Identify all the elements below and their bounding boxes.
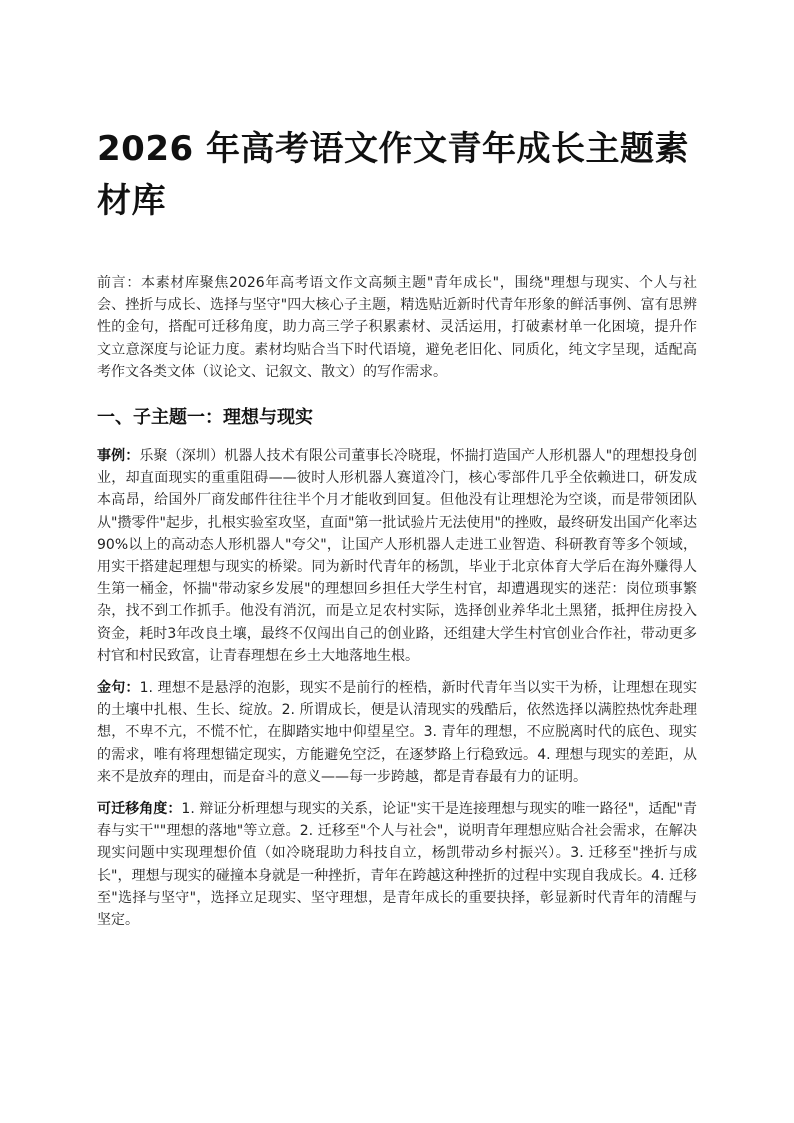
preface-paragraph: 前言：本素材库聚焦2026年高考语文作文高频主题"青年成长"，围绕"理想与现实、个人与社会、挫折与成长、选择与坚守"四大核心子主题，精选贴近新时代青年形象的鲜活事例、富有思辨性的金句，搭配可迁移角度，助力高三学子积累素材、灵活运用，打破素材单一化困境，提升作文立意深度与论证力度。素材均贴合当下时代语境，避免老旧化、同质化，纯文字呈现，适配高考作文各类文体（议论文、记叙文、散文）的写作需求。: [97, 275, 697, 380]
angles-paragraph: [97, 798, 697, 931]
quotes-label: 金句：: [97, 680, 140, 697]
quotes-text: 1. 理想不是悬浮的泡影，现实不是前行的桎梏，新时代青年当以实干为桥，让理想在现实的土壤中扎根、生长、绽放。2. 所谓成长，便是认清现实的残酷后，依然选择以满腔热忱奔赴理想，不卑不亢，不慌不忙，在脚踏实地中仰望星空。3. 青年的理想，不应脱离时代的底色、现实的需求，唯有将理想锚定现实，方能避免空泛，在逐梦路上行稳致远。4. 理想与现实的差距，从来不是放弃的理由，而是奋斗的意义——每一步跨越，都是青春最有力的证明。: [97, 680, 698, 785]
angles-text: 1. 辩证分析理想与现实的关系，论证"实干是连接理想与现实的唯一路径"，适配"青春与实干""理想的落地"等立意。2. 迁移至"个人与社会"，说明青年理想应贴合社会需求，在解决现实问题中实现理想价值（如冷晓琨助力科技自立，杨凯带动乡村振兴）。3. 迁移至"挫折与成长"，理想与现实的碰撞本身就是一种挫折，青年在跨越这种挫折的过程中实现自我成长。4. 迁移至"选择与坚守"，选择立足现实、坚守理想，是青年成长的重要抉择，彰显新时代青年的清醒与坚定。: [97, 801, 698, 929]
section-heading: 一、子主题一：理想与现实: [97, 407, 313, 429]
example-label: 事例：: [97, 448, 140, 465]
example-paragraph: [97, 445, 697, 667]
document-page: [97, 0, 697, 931]
angles-label: 可迁移角度：: [97, 801, 182, 818]
document-title: 2026 年高考语文作文青年成长主题素材库: [97, 129, 689, 221]
example-text: 乐聚（深圳）机器人技术有限公司董事长冷晓琨，怀揣打造国产人形机器人"的理想投身创业，却直面现实的重重阻碍——彼时人形机器人赛道冷门，核心零部件几乎全依赖进口，研发成本高昂，给国外厂商发邮件往往半个月才能收到回复。但他没有让理想沦为空谈，而是带领团队从"攒零件"起步，扎根实验室攻坚，直面"第一批试验片无法使用"的挫败，最终研发出国产化率达90%以上的高动态人形机器人"夸父"，让国产人形机器人走进工业智造、科研教育等多个领域，用实干搭建起理想与现实的桥梁。同为新时代青年的杨凯，毕业于北京体育大学后在海外赚得人生第一桶金，怀揣"带动家乡发展"的理想回乡担任大学生村官，却遭遇现实的迷茫：岗位琐事繁杂，找不到工作抓手。他没有消沉，而是立足农村实际，选择创业养华北土黑猪，抵押住房投入资金，耗时3年改良土壤，最终不仅闯出自己的创业路，还组建大学生村官创业合作社，带动更多村官和村民致富，让青春理想在乡土大地落地生根。: [97, 448, 698, 664]
quotes-paragraph: [97, 677, 697, 788]
